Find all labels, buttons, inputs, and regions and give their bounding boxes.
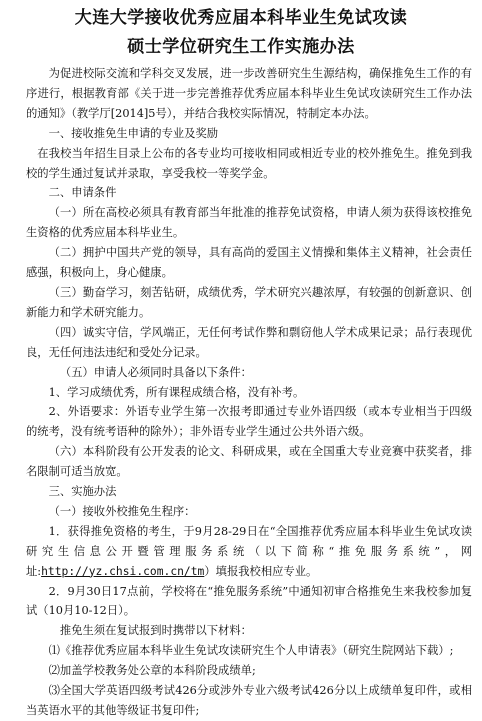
condition-6: （六）本科阶段有公开发表的论文、科研成果，或在全国重大专业竞赛中获奖者，排名限制可适当放宽。 (26, 445, 472, 479)
procedure-step-2: 2．9月30日17点前，学校将在“推免服务系统”中通知初审合格推免生来我校参加复试（10月10-12日）。 (26, 584, 472, 618)
material-1: ⑴《推荐优秀应届本科毕业生免试攻读研究生个人申请表》（研究生院网站下载）; (48, 644, 454, 658)
section-3-heading: 三、实施办法 (48, 485, 117, 499)
condition-5-item-2: 2、外语要求：外语专业学生第一次报考即通过专业外语四级（或本专业相当于四级的统考，没有统考语种的除外）；非外语专业学生通过公共外语六级。 (26, 405, 472, 439)
material-3: ⑶全国大学英语四级考试426分或涉外专业六级考试426分以上成绩单复印件，或相当英语水平的其他等级证书复印件; (26, 684, 472, 717)
intro-paragraph: 为促进校际交流和学科交叉发展，进一步改善研究生生源结构，确保推免生工作的有序进行，根据教育部《关于进一步完善推荐优秀应届本科毕业生免试攻读研究生工作办法的通知》（教学厅[2014]5号），并结合我校实际情况，特制定本办法。 (26, 67, 472, 120)
section-1-heading: 一、接收推免生申请的专业及奖励 (48, 126, 219, 140)
document-body (26, 64, 472, 721)
condition-2: （二）拥护中国共产党的领导，具有高尚的爱国主义情操和集体主义精神，社会责任感强，积极向上，身心健康。 (26, 246, 472, 280)
document-title-line1: 大连大学接收优秀应届本科毕业生免试攻读 (74, 8, 408, 28)
section-1-paragraph: 在我校当年招生目录上公布的各专业均可接收相同或相近专业的校外推免生。推免到我校的学生通过复试并录取，享受我校一等奖学金。 (26, 146, 472, 180)
condition-5-item-1: 1、学习成绩优秀，所有课程成绩合格，没有补考。 (48, 385, 305, 399)
material-2: ⑵加盖学校教务处公章的本科阶段成绩单; (48, 664, 256, 678)
condition-4: （四）诚实守信，学风端正，无任何考试作弊和剽窃他人学术成果记录；品行表现优良，无任何违法违纪和受处分记录。 (26, 325, 472, 359)
section-3-subheading: （一）接收外校推免生程序： (48, 504, 196, 518)
condition-3: （三）勤奋学习，刻苦钻研，成绩优秀，学术研究兴趣浓厚，有较强的创新意识、创新能力和学术研究能力。 (26, 285, 472, 319)
section-2-heading: 二、申请条件 (48, 186, 117, 200)
procedure-step-1 (26, 522, 472, 582)
condition-5: （五）申请人必须同时具备以下条件： (59, 365, 252, 379)
procedure-step-1-text: 1．获得推免资格的考生，于9月28-29日在“全国推荐优秀应届本科毕业生免试攻读研究生信息公开暨管理服务系统（以下简称“推免服务系统”，网址: (26, 524, 472, 578)
procedure-step-1-tail: ）填报我校相应专业。 (204, 564, 318, 578)
document-title-line2: 硕士学位研究生工作实施办法 (127, 37, 355, 57)
condition-1: （一）所在高校必须具有教育部当年批准的推荐免试资格，申请人须为获得该校推免生资格的优秀应届本科毕业生。 (26, 206, 472, 240)
materials-intro: 推免生须在复试报到时携带以下材料： (59, 624, 252, 638)
chsi-link[interactable]: http://yz.chsi.com.cn/tm (41, 564, 205, 578)
